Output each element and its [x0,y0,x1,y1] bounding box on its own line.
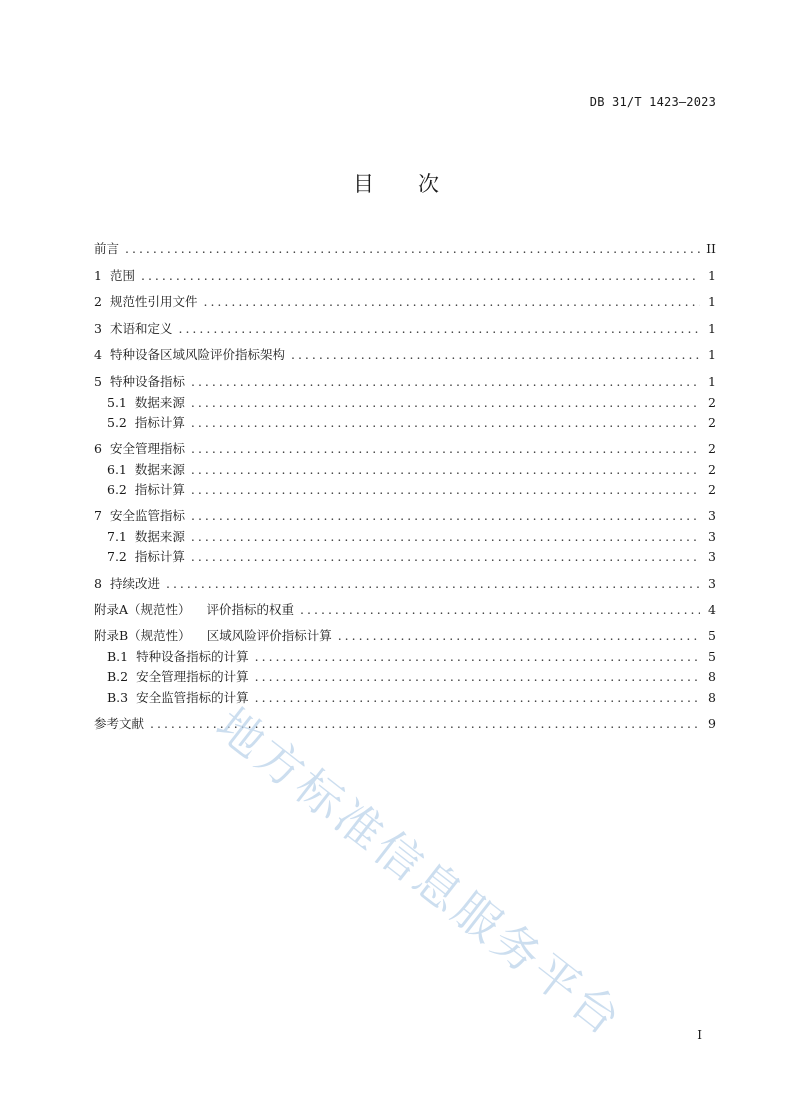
dot-leader [191,395,700,410]
title-char-left: 目 [353,172,374,196]
toc-entry-label [94,506,185,524]
dot-leader [191,482,700,497]
toc-entry-number: 7.1 [107,529,127,544]
toc-entry[interactable] [107,460,716,478]
toc-entry-label [94,345,285,363]
toc-entry-label [94,439,185,457]
toc-entry-number: 4 [94,347,102,362]
toc-entry[interactable] [94,292,716,310]
toc-entry[interactable] [107,393,716,411]
toc-entry-title: 区域风险评价指标计算 [206,628,332,643]
toc-entry-page: 1 [708,374,716,389]
dot-leader [191,508,700,523]
toc-entry-number: 8 [94,576,102,591]
toc-entry-title: 持续改进 [109,576,160,591]
dot-leader [255,649,700,664]
toc-entry-number: 3 [94,321,102,336]
toc-entry[interactable] [94,372,716,390]
toc-entry-label [94,319,172,337]
toc-entry-page: 5 [708,628,716,643]
toc-entry-title: 数据来源 [134,462,185,477]
toc-entry-label [94,574,160,592]
toc-entry-title: 范围 [109,268,135,283]
toc-entry[interactable] [107,688,716,706]
dot-leader [300,602,700,617]
page-title [0,168,792,198]
toc-entry[interactable] [94,574,716,592]
toc-entry-number: 7 [94,508,102,523]
toc-entry-number: 附录A（规范性） [94,602,191,617]
toc-entry[interactable] [107,547,716,565]
dot-leader [191,415,700,430]
toc-entry-title: 术语和定义 [109,321,173,336]
dot-leader [338,628,700,643]
toc-entry-title: 特种设备指标的计算 [136,649,249,664]
toc-entry-label [94,600,294,618]
toc-entry-number: 6 [94,441,102,456]
toc-entry-label [107,647,249,665]
toc-entry-page: 1 [708,294,716,309]
title-char-right: 次 [418,172,439,196]
toc-entry-page: 5 [708,649,716,664]
toc-entry-title: 指标计算 [134,415,185,430]
toc-entry-title: 数据来源 [134,529,185,544]
toc-entry-label [94,626,332,644]
toc-entry-number: 5.1 [107,395,127,410]
dot-leader [255,669,700,684]
toc-entry[interactable] [107,527,716,545]
toc-entry[interactable] [94,600,716,618]
toc-entry-page: 3 [708,508,716,523]
toc-entry-title: 指标计算 [134,482,185,497]
dot-leader [125,241,700,256]
dot-leader [166,576,700,591]
toc-entry-label [107,413,185,431]
toc-entry[interactable] [94,239,716,257]
toc-entry[interactable] [94,266,716,284]
dot-leader [191,529,700,544]
toc-entry[interactable] [107,667,716,685]
toc-entry-page: 3 [708,529,716,544]
toc-entry-title: 安全管理指标的计算 [136,669,249,684]
toc-entry-number: 6.2 [107,482,127,497]
toc-entry-title: 安全监管指标 [109,508,185,523]
toc-entry-page: 1 [708,268,716,283]
toc-entry-title: 数据来源 [134,395,185,410]
toc-entry-label [94,372,185,390]
toc-entry-page: 2 [708,395,716,410]
toc-entry[interactable] [94,345,716,363]
toc-entry-number: 2 [94,294,102,309]
toc-entry-number: 5 [94,374,102,389]
toc-entry-title: 特种设备区域风险评价指标架构 [109,347,285,362]
dot-leader [291,347,700,362]
dot-leader [191,374,700,389]
toc-entry-title: 安全监管指标的计算 [136,690,249,705]
toc-entry-title: 指标计算 [134,549,185,564]
toc-entry-page: 9 [708,716,716,731]
toc-entry-page: 1 [708,321,716,336]
toc-entry-label [107,460,185,478]
dot-leader [255,690,700,705]
dot-leader [191,441,700,456]
toc-entry-title: 评价指标的权重 [206,602,295,617]
dot-leader [141,268,700,283]
toc-entry-page: 8 [708,690,716,705]
toc-entry[interactable] [94,319,716,337]
dot-leader [178,321,700,336]
toc-entry-page: 4 [708,602,716,617]
toc-entry[interactable] [94,626,716,644]
toc-entry-page: 1 [708,347,716,362]
toc-entry-number: 1 [94,268,102,283]
toc-entry-number: 7.2 [107,549,127,564]
toc-entry-title: 特种设备指标 [109,374,185,389]
toc-entry-number: 6.1 [107,462,127,477]
toc-entry[interactable] [107,413,716,431]
toc-entry-label [107,667,249,685]
toc-entry-label [94,266,135,284]
toc-entry-number: B.2 [107,669,129,684]
toc-entry-number: B.3 [107,690,129,705]
page-number: I [697,1028,702,1042]
toc-entry-label [94,292,197,310]
toc-entry-number: 5.2 [107,415,127,430]
watermark: 地方标准信息服务平台 [206,697,634,1048]
dot-leader [191,462,700,477]
document-code: DB 31/T 1423—2023 [589,95,716,109]
toc-entry-page: 2 [708,415,716,430]
toc-entry-title: 前言 [94,241,120,256]
toc-entry-number: 附录B（规范性） [94,628,191,643]
toc-entry-label [94,239,119,257]
toc-entry-page: 2 [708,482,716,497]
toc-entry-label [107,480,185,498]
toc-entry-page: II [706,241,716,256]
toc-entry-label [107,547,185,565]
toc-entry-label [94,714,144,732]
toc-entry[interactable] [94,439,716,457]
toc-entry-page: 2 [708,462,716,477]
toc-entry[interactable] [107,647,716,665]
toc-entry-label [107,393,185,411]
toc-entry-label [107,527,185,545]
toc-entry-page: 3 [708,549,716,564]
toc-entry[interactable] [94,714,716,732]
toc-entry[interactable] [107,480,716,498]
toc-entry-title: 规范性引用文件 [109,294,198,309]
toc-entry-label [107,688,249,706]
toc-entry-title: 参考文献 [94,716,145,731]
toc-entry-page: 3 [708,576,716,591]
toc-entry-page: 8 [708,669,716,684]
toc-entry-title: 安全管理指标 [109,441,185,456]
dot-leader [191,549,700,564]
toc-entry-number: B.1 [107,649,129,664]
toc-entry-page: 2 [708,441,716,456]
toc-entry[interactable] [94,506,716,524]
dot-leader [203,294,700,309]
